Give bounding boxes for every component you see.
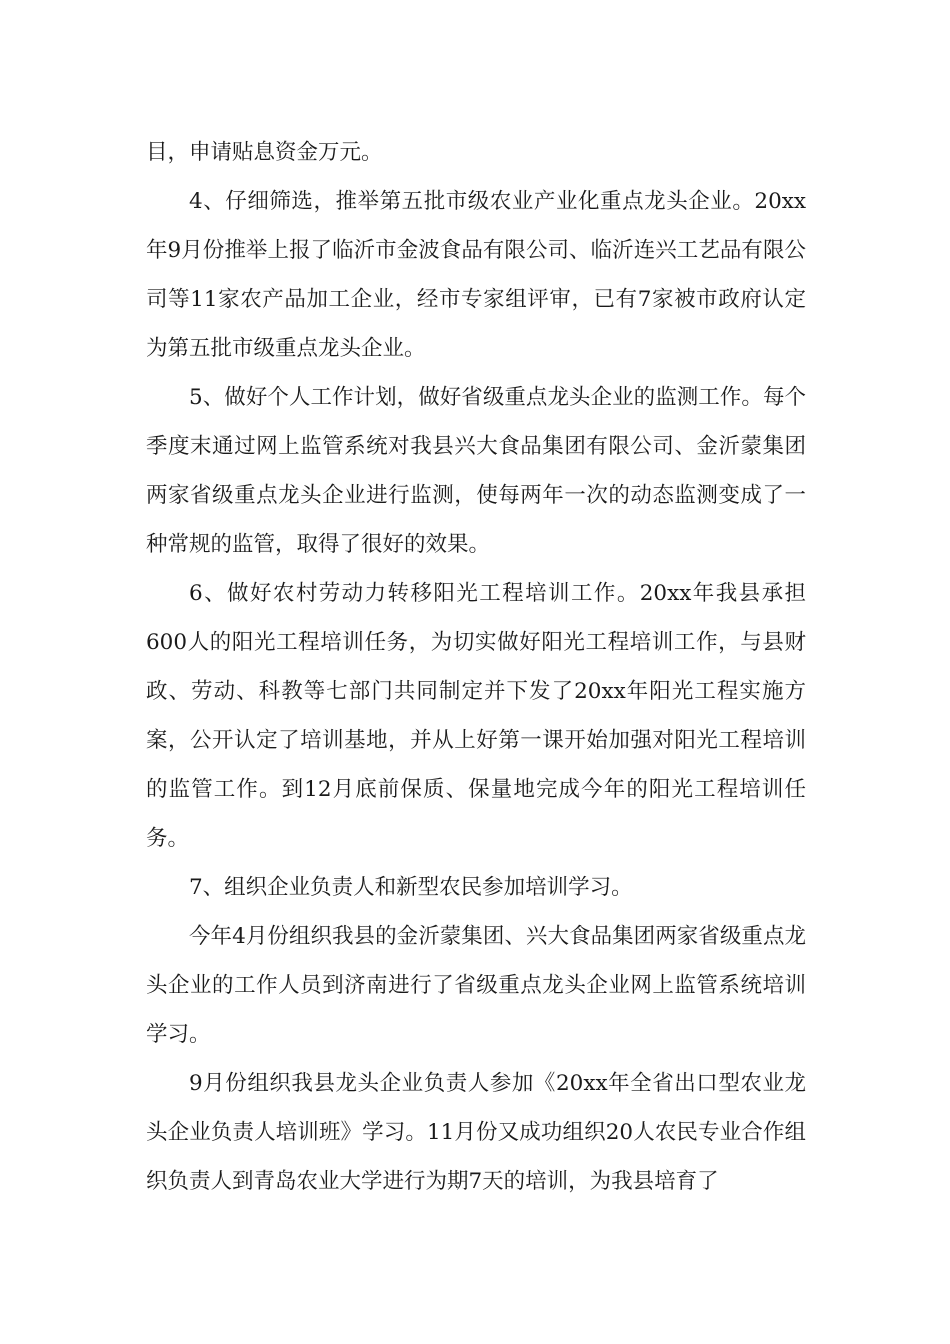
paragraph-april-training: 今年4月份组织我县的金沂蒙集团、兴大食品集团两家省级重点龙头企业的工作人员到济南进行了省级重点龙头企业网上监管系统培训学习。 [146, 924, 806, 1047]
paragraph-continuation: 目，申请贴息资金万元。 [146, 140, 383, 165]
paragraph-item-4: 4、仔细筛选，推举第五批市级农业产业化重点龙头企业。20xx年9月份推举上报了临沂市金波食品有限公司、临沂连兴工艺品有限公司等11家农产品加工企业，经市专家组评审，已有7家被市政府认定为第五批市级重点龙头企业。 [146, 189, 806, 361]
paragraph-september-training: 9月份组织我县龙头企业负责人参加《20xx年全省出口型农业龙头企业负责人培训班》学习。11月份又成功组织20人农民专业合作组织负责人到青岛农业大学进行为期7天的培训，为我县培育了 [146, 1071, 806, 1194]
paragraph-item-5: 5、做好个人工作计划，做好省级重点龙头企业的监测工作。每个季度末通过网上监管系统对我县兴大食品集团有限公司、金沂蒙集团两家省级重点龙头企业进行监测，使每两年一次的动态监测变成了一种常规的监管，取得了很好的效果。 [146, 385, 806, 557]
paragraph-item-6: 6、做好农村劳动力转移阳光工程培训工作。20xx年我县承担600人的阳光工程培训任务，为切实做好阳光工程培训工作，与县财政、劳动、科教等七部门共同制定并下发了20xx年阳光工程实施方案，公开认定了培训基地，并从上好第一课开始加强对阳光工程培训的监管工作。到12月底前保质、保量地完成今年的阳光工程培训任务。 [146, 581, 806, 851]
paragraph-item-7: 7、组织企业负责人和新型农民参加培训学习。 [189, 875, 633, 900]
document-body [146, 128, 806, 1206]
